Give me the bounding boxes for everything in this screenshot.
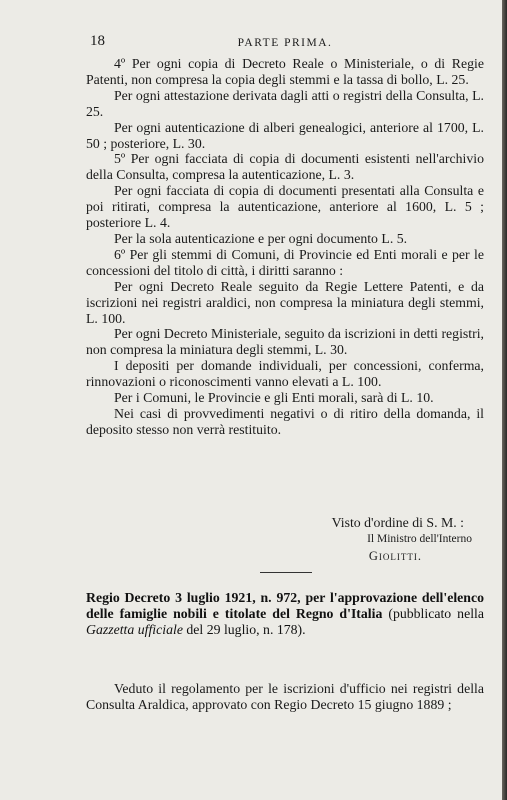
paragraph-ministerial-decree: Per ogni Decreto Ministeriale, seguito da iscrizioni in detti registri, non compresa la miniatura degli stemmi, L. 30. [86, 326, 484, 358]
page-number: 18 [90, 33, 105, 49]
paragraph-municipalities: Per i Comuni, le Provincie e gli Enti morali, sarà di L. 10. [114, 390, 434, 406]
decree-heading [86, 590, 484, 638]
signature-name: Giolitti. [368, 549, 422, 563]
section-divider [260, 572, 312, 573]
decree-publication-close: del 29 luglio, n. 178). [182, 622, 306, 637]
paragraph-archive-copies: 5º Per ogni facciata di copia di documenti esistenti nell'archivio della Consulta, compresa la autenticazione, L. 3. [86, 151, 484, 183]
running-head: PARTE PRIMA. [237, 37, 333, 49]
page-header [86, 34, 484, 50]
paragraph-authentication: Per la sola autenticazione e per ogni documento L. 5. [114, 230, 408, 246]
decree-preamble: Veduto il regolamento per le iscrizioni d'ufficio nei registri della Consulta Araldica, approvato con Regio Decreto 15 giugno 1889 ; [86, 680, 484, 712]
signature-block [86, 514, 484, 565]
paragraph-negative-outcome: Nei casi di provvedimenti negativi o di ritiro della domanda, il deposito stesso non verrà restituito. [86, 405, 484, 437]
paragraph-municipal-arms: 6º Per gli stemmi di Comuni, di Provincie ed Enti morali e per le concessioni del titolo di città, i diritti saranno : [86, 246, 484, 278]
decree-title: Regio Decreto 3 luglio 1921, n. 972, per l'approvazione dell'elenco delle famiglie nobili e titolate del Regno d'Italia [86, 590, 484, 621]
paragraph-copy-fees: 4º Per ogni copia di Decreto Reale o Ministeriale, o di Regie Patenti, non compresa la copia degli stemmi e la tassa di bollo, L. 25. [86, 56, 484, 87]
signature-visto: Visto d'ordine di S. M. : [331, 515, 464, 530]
paragraph-deposits: I depositi per domande individuali, per concessioni, conferma, rinnovazioni o riconoscimenti vanno elevati a L. 100. [86, 358, 484, 390]
paragraph-presented-copies: Per ogni facciata di copia di documenti presentati alla Consulta e poi ritirati, compresa la autenticazione, anteriore al 1600, L. 5 ; posteriore L. 4. [86, 183, 484, 231]
page-edge [502, 0, 507, 800]
paragraph-attestation: Per ogni attestazione derivata dagli atti o registri della Consulta, L. 25. [86, 87, 484, 119]
decree-publication-open: (pubblicato nella [382, 606, 484, 621]
paragraph-genealogy: Per ogni autenticazione di alberi genealogici, anteriore al 1700, L. 50 ; posteriore, L. 30. [86, 119, 484, 151]
decree-gazette-name: Gazzetta ufficiale [86, 622, 183, 637]
signature-minister-title: Il Ministro dell'Interno [367, 533, 472, 545]
paragraph-royal-decree: Per ogni Decreto Reale seguito da Regie Lettere Patenti, e da iscrizioni nei registri araldici, non compresa la miniatura degli stemmi, L. 100. [86, 278, 484, 326]
fee-schedule [86, 56, 484, 438]
